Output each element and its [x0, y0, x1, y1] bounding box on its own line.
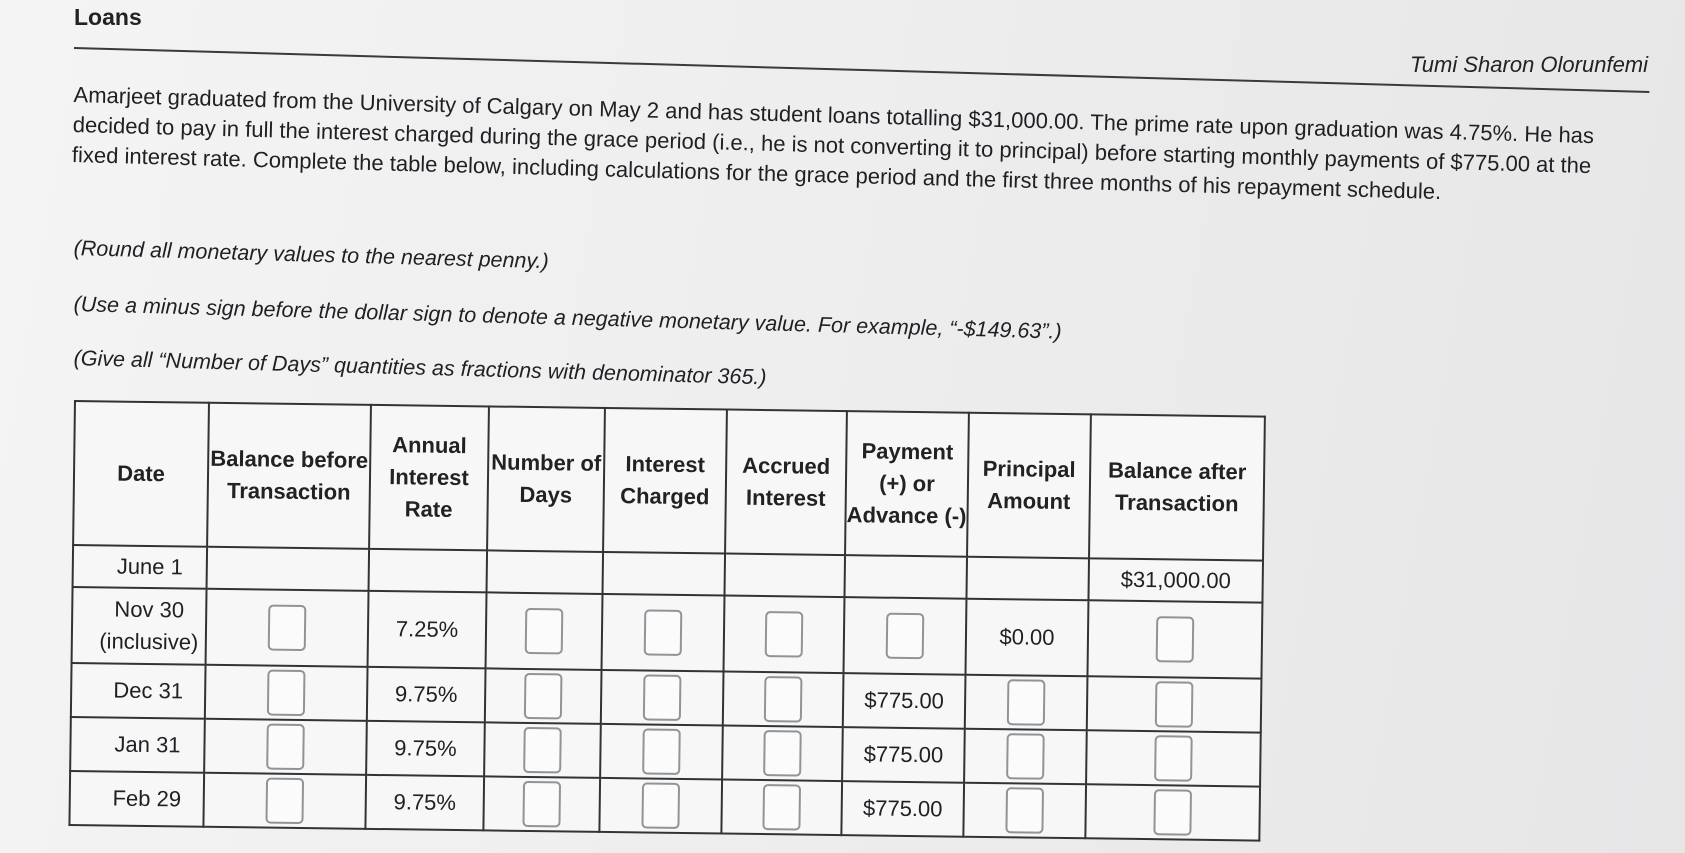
minus-sign-note: (Use a minus sign before the dollar sign to denote a negative monetary value. For example, “-$149.63”.): [73, 292, 1062, 344]
empty-cell: [207, 547, 370, 591]
accrued-interest-cell: [721, 780, 842, 836]
principal-cell: $0.00: [965, 599, 1088, 677]
payment-cell: $775.00: [841, 781, 964, 837]
loan-schedule-table: [68, 400, 1265, 842]
payment-cell: $775.00: [843, 673, 966, 729]
rate-cell: 9.75%: [367, 667, 486, 723]
answer-input[interactable]: [524, 673, 563, 719]
rounding-note: (Round all monetary values to the nearest penny.): [73, 236, 550, 274]
header-annual-rate: Annual Interest Rate: [369, 405, 489, 551]
rate-cell: 7.25%: [368, 591, 487, 669]
balance-before-cell: [204, 719, 367, 775]
answer-input[interactable]: [643, 674, 682, 720]
empty-cell: [966, 557, 1089, 601]
answer-input[interactable]: [764, 676, 803, 722]
answer-input[interactable]: [1007, 679, 1046, 725]
answer-input[interactable]: [886, 613, 925, 659]
payment-cell: [843, 597, 966, 675]
answer-input[interactable]: [1005, 787, 1044, 833]
empty-cell: [603, 552, 726, 596]
interest-charged-cell: [600, 724, 723, 780]
answer-input[interactable]: [268, 605, 307, 651]
balance-after-cell: [1087, 676, 1262, 732]
loan-table-container: [68, 400, 1265, 842]
answer-input[interactable]: [765, 611, 804, 657]
date-qualifier: (inclusive): [99, 628, 199, 655]
empty-cell: [369, 549, 488, 593]
date-cell: Jan 31: [70, 717, 205, 773]
answer-input[interactable]: [266, 724, 305, 770]
header-balance-after: Balance after Transaction: [1089, 414, 1265, 560]
answer-input[interactable]: [523, 727, 562, 773]
table-header-row: [73, 401, 1265, 561]
answer-input[interactable]: [1156, 616, 1195, 662]
answer-input[interactable]: [762, 784, 801, 830]
date-cell: Feb 29: [69, 771, 204, 827]
answer-input[interactable]: [265, 778, 304, 824]
date-line: Nov 30: [114, 596, 185, 623]
days-cell: [484, 722, 601, 778]
answer-input[interactable]: [1006, 733, 1045, 779]
header-accrued-interest: Accrued Interest: [725, 410, 847, 556]
interest-charged-cell: [601, 670, 724, 726]
balance-before-cell: [205, 665, 368, 721]
interest-charged-cell: [602, 594, 725, 672]
balance-before-cell: [203, 773, 366, 829]
header-balance-before: Balance before Transaction: [207, 403, 371, 549]
principal-cell: [965, 675, 1088, 731]
answer-input[interactable]: [1155, 681, 1194, 727]
days-cell: [486, 592, 603, 670]
balance-after-cell: $31,000.00: [1088, 558, 1263, 602]
page-title: Loans: [74, 4, 142, 30]
principal-cell: [963, 783, 1086, 839]
answer-input[interactable]: [641, 782, 680, 828]
answer-input[interactable]: [525, 608, 564, 654]
author-name: Tumi Sharon Olorunfemi: [1410, 52, 1649, 77]
payment-cell: $775.00: [842, 727, 965, 783]
date-cell: [72, 587, 207, 665]
accrued-interest-cell: [724, 596, 845, 674]
balance-after-cell: [1086, 730, 1261, 786]
answer-input[interactable]: [1154, 735, 1193, 781]
answer-input[interactable]: [1153, 789, 1192, 835]
accrued-interest-cell: [722, 726, 843, 782]
accrued-interest-cell: [723, 672, 844, 728]
answer-input[interactable]: [644, 609, 683, 655]
interest-charged-cell: [599, 778, 722, 834]
balance-after-cell: [1085, 784, 1260, 840]
principal-cell: [964, 729, 1087, 785]
header-payment-or-advance: Payment (+) or Advance (-): [845, 411, 969, 557]
answer-input[interactable]: [763, 730, 802, 776]
problem-statement: Amarjeet graduated from the University of Calgary on May 2 and has student loans totalling $31,000.00. The prime rate upon graduation was 4.75%. He has decided to pay in full the interest charged during the grace period (i.e., he is not converting it to principal) before starting monthly payments of $775.00 at the fixed interest rate. Complete the table below, including calculations for the grace period and the first three months of his repayment schedule.: [71, 81, 1595, 205]
balance-after-cell: [1087, 600, 1262, 678]
rate-cell: 9.75%: [366, 721, 485, 777]
date-cell: June 1: [73, 545, 208, 589]
empty-cell: [844, 555, 967, 599]
answer-input[interactable]: [522, 781, 561, 827]
date-cell: Dec 31: [71, 663, 206, 719]
header-interest-charged: Interest Charged: [603, 408, 727, 554]
days-fraction-note: (Give all “Number of Days” quantities as fractions with denominator 365.): [73, 346, 767, 390]
header-date: Date: [73, 401, 209, 547]
days-cell: [483, 776, 600, 832]
header-principal-amount: Principal Amount: [967, 413, 1091, 559]
answer-input[interactable]: [642, 728, 681, 774]
balance-before-cell: [206, 589, 369, 667]
rate-cell: 9.75%: [365, 775, 484, 831]
days-cell: [485, 668, 602, 724]
empty-cell: [487, 550, 604, 594]
empty-cell: [724, 554, 845, 598]
header-number-of-days: Number of Days: [487, 406, 605, 552]
answer-input[interactable]: [267, 670, 306, 716]
